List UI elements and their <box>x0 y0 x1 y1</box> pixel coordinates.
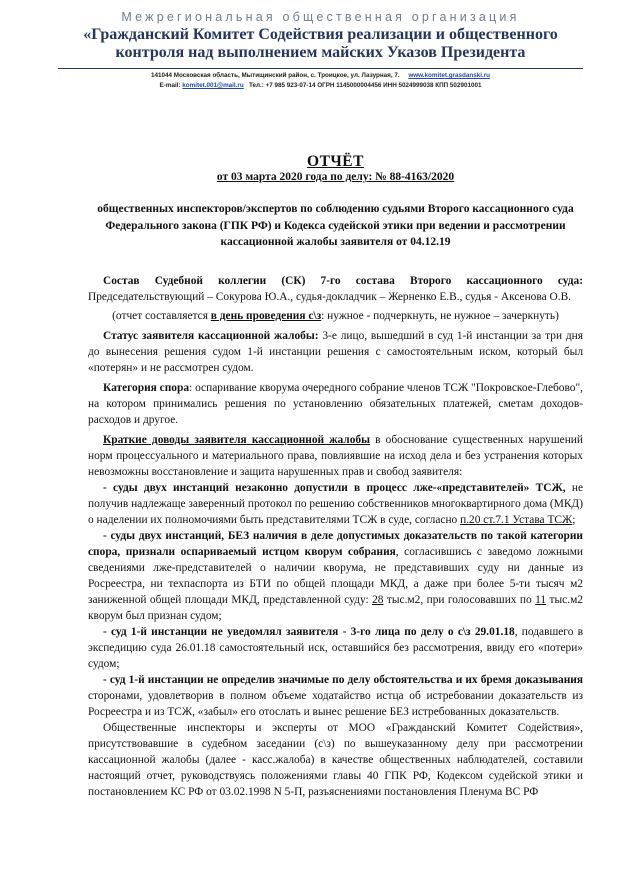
category-paragraph <box>88 380 583 428</box>
email-label: E-mail: <box>159 82 181 89</box>
item4-text: сторонами, удовлетворив в полном объеме ходатайство истца об истребовании доказательств из Росреестра и из ТСЖ, «забыл» его отослать и вынес решение БЕЗ истребованных доказательств. <box>88 689 583 718</box>
email-link[interactable]: komitet.001@mail.ru <box>182 82 244 89</box>
arguments-label: Краткие доводы заявителя кассационной жалобы <box>103 433 370 446</box>
note-underlined: в день проведения с\з <box>210 309 322 322</box>
category-text: : оспаривание кворума очередного собрание членов ТСЖ "Покровское-Глебово", на котором принимались решения по установлению обязательных платежей, сметам доходов-расходов и другое. <box>88 381 584 426</box>
argument-item-3 <box>88 624 583 672</box>
org-address: 141044 Московская область, Мытищинский район, с. Троицкое, ул. Лазурная, 7. <box>150 72 400 79</box>
org-contacts: Тел.: +7 985 923-07-14 ОГРН 1145000004456 ИНН 5024999038 КПП 502901001 <box>248 82 482 89</box>
report-subtitle: от 03 марта 2020 года по делу: № 88-4163/2020 <box>216 171 455 183</box>
website-link[interactable]: www.komitet.grasdanski.ru <box>408 72 490 79</box>
status-paragraph <box>88 328 583 376</box>
item3-bold: - суд 1-й инстанции не уведомлял заявителя - 3-го лица по делу о с\з 29.01.18 <box>103 625 515 638</box>
item4-bold: - суд 1-й инстанции не определив значимые по делу обстоятельства и их бремя доказывания <box>103 673 583 686</box>
argument-item-1 <box>88 480 583 528</box>
court-label: Состав Судебной коллегии (СК) 7-го состава Второго кассационного суда: <box>103 274 583 287</box>
note-post: : нужное - подчеркнуть, не нужное – зачеркнуть) <box>321 309 559 322</box>
org-name: «Гражданский Комитет Содействия реализации и общественного контроля над выполнением майских Указов Президента <box>83 26 558 61</box>
argument-item-4 <box>88 672 583 720</box>
item3-text: , подавшего в экспедицию суда 26.01.18 самостоятельный иск, оставшийся без рассмотрения, ввиду его «потери» судом; <box>88 625 583 670</box>
item2-mid: тыс.м2, при голосовавших по <box>383 593 536 606</box>
status-label: Статус заявителя кассационной жалобы: <box>103 329 319 342</box>
org-address-block <box>58 71 583 91</box>
header-divider <box>58 68 583 69</box>
note-paragraph <box>88 308 583 324</box>
report-title: ОТЧЁТ <box>307 153 364 170</box>
org-type: Межрегиональная общественная организация <box>121 10 520 24</box>
item1-bold: - суды двух инстанций незаконно допустили в процесс лже-«представителей» ТСЖ, <box>103 481 566 494</box>
arguments-text: в обоснование существенных нарушений норм процессуального и материального права, повлиявшие на исход дела и без устранения которых невозможны восстановление и защита нарушенных прав и свобод заявителя: <box>88 433 583 478</box>
court-paragraph <box>88 273 583 305</box>
arguments-paragraph <box>88 432 583 480</box>
category-label: Категория спора <box>103 381 190 394</box>
item2-text: , согласившись с заведомо ложными сведениями лже-представителей о наличии кворума, не представивших суду ни данные из Росреестра, ни техпаспорта из БТИ по общей площади МКД, а даже при более 5-ти тысяч м2 заниженной общей площади МКД, представленной суду: <box>88 545 583 606</box>
item1-text: не получив надлежаще заверенный протокол по решению собственников многоквартирного дома (МКД) о наделении их полномочиями быть представителями ТСЖ в суде, согласно <box>88 481 583 526</box>
item2-end: тыс.м2 кворум был признан судом; <box>88 593 583 622</box>
item2-bold: - суды двух инстанций, БЕЗ наличия в деле допустимых доказательств по такой категории спора, признали оспариваемый истцом кворум собрания <box>88 529 583 558</box>
court-members: Председательствующий – Сокурова Ю.А., судья-докладчик – Жерненко Е.В., судья - Аксенова О.В. <box>88 290 572 303</box>
argument-item-2 <box>88 528 583 624</box>
note-pre: (отчет составляется <box>112 309 211 322</box>
closing-paragraph: Общественные инспекторы и эксперты от МОО «Гражданский Комитет Содействия», присутствовавшие в судебном заседании (с\з) по вышеуказанному делу при рассмотрении кассационной жалобы (далее - касс.жалоба) в качестве общественных наблюдателей, составили настоящий отчет, руководствуясь положениями главы 40 ГПК РФ, Кодексом судейской этики и постановлением КС РФ от 03.02.1998 N 5-П, разъяснениями постановления Пленума ВС РФ <box>88 721 583 798</box>
status-text: 3-е лицо, вышедший в суд 1-й инстанции за три дня до вынесения решения судом 1-й инстанции решения с самостоятельным иском, который был «потерян» и не рассмотрен судом. <box>88 329 583 374</box>
item2-number-1: 28 <box>372 593 384 606</box>
item2-number-2: 11 <box>535 593 547 606</box>
item1-end: ; <box>572 513 576 526</box>
item1-link: п.20 ст.7.1 Устава ТСЖ <box>460 513 573 526</box>
report-intro: общественных инспекторов/экспертов по соблюдению судьями Второго кассационного суда Федерального закона (ГПК РФ) и Кодекса судейской этики при ведении и рассмотрении кассационной жалобы заявителя от 04.12.19 <box>97 203 574 248</box>
